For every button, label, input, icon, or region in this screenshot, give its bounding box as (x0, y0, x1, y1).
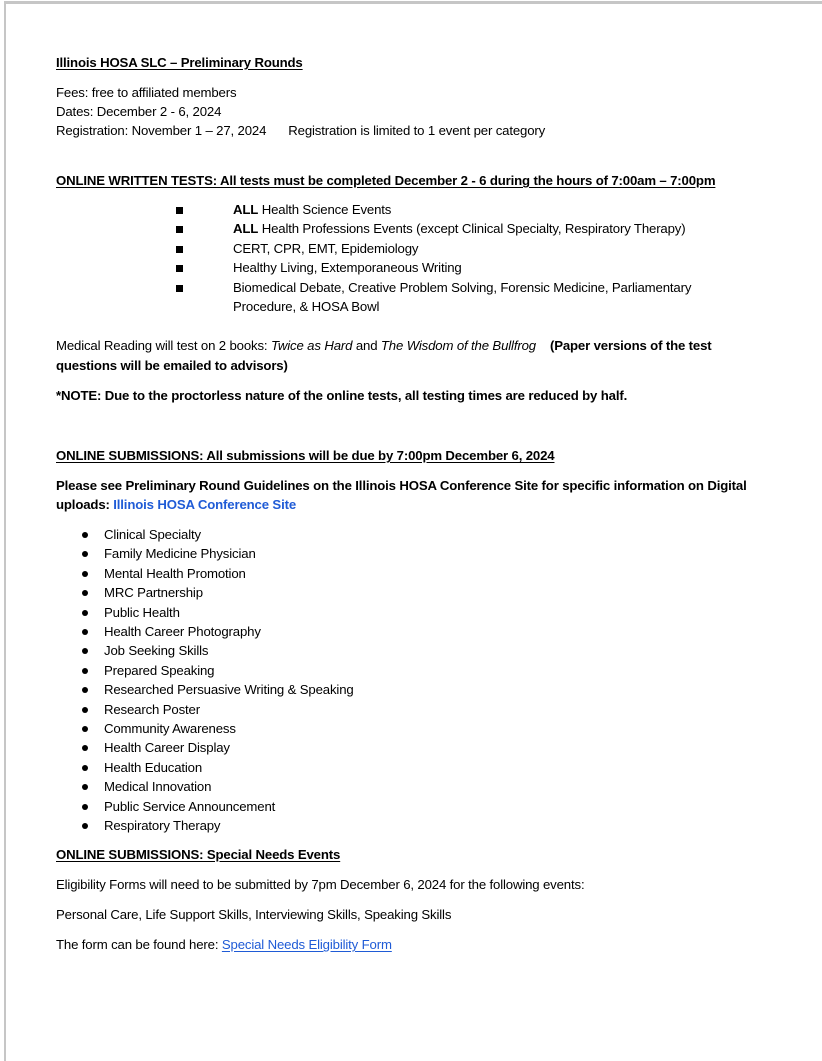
document-page (4, 1, 822, 1061)
round-bullet-icon (82, 707, 88, 713)
bold-prefix: ALL (233, 221, 259, 236)
submissions-heading: ONLINE SUBMISSIONS: All submissions will be due by 7:00pm December 6, 2024 (56, 448, 555, 463)
dates-line: Dates: December 2 - 6, 2024 (56, 104, 222, 119)
item-text: Mental Health Promotion (104, 565, 246, 581)
item-text: Healthy Living, Extemporaneous Writing (233, 260, 462, 275)
paper-note: (Paper versions of the test (549, 338, 712, 353)
form-line (56, 936, 392, 954)
square-bullet-icon (176, 207, 183, 214)
item-text: Family Medicine Physician (104, 546, 256, 562)
item-text: Medical Innovation (104, 779, 212, 795)
item-text: Research Poster (104, 701, 200, 717)
medical-reading-text: Medical Reading will test on 2 books: (56, 338, 271, 353)
special-needs-heading: ONLINE SUBMISSIONS: Special Needs Events (56, 847, 341, 862)
item-text: Health Career Photography (104, 624, 261, 639)
form-label: The form can be found here: (56, 937, 222, 952)
paper-note-continuation: questions will be emailed to advisors) (56, 358, 288, 373)
item-text: Respiratory Therapy (104, 818, 221, 833)
item-text: Prepared Speaking (104, 662, 215, 678)
item-text: Health Science Events (258, 202, 392, 217)
guidelines-line: Please see Preliminary Round Guidelines on the Illinois HOSA Conference Site for specific information on Digital (56, 478, 747, 493)
eligibility-line: Eligibility Forms will need to be submitted by 7pm December 6, 2024 for the following events: (56, 877, 585, 892)
round-bullet-icon (82, 823, 88, 829)
item-text: Public Service Announcement (104, 798, 276, 814)
item-text: CERT, CPR, EMT, Epidemiology (233, 241, 419, 256)
round-bullet-icon (82, 551, 88, 557)
item-text: Health Professions Events (except Clinical Specialty, Respiratory Therapy) (258, 221, 686, 236)
square-bullet-icon (176, 265, 183, 272)
round-bullet-icon (82, 745, 88, 751)
conjunction-text: and (352, 338, 381, 353)
eligibility-form-link[interactable]: Special Needs Eligibility Form (221, 937, 392, 952)
fees-line: Fees: free to affiliated members (56, 85, 237, 100)
book-title-1: Twice as Hard (270, 338, 353, 353)
bold-prefix: ALL (233, 202, 259, 217)
written-tests-heading: ONLINE WRITTEN TESTS: All tests must be completed December 2 - 6 during the hours of 7:00am – 7:00pm (56, 173, 716, 188)
item-text: Biomedical Debate, Creative Problem Solving, Forensic Medicine, Parliamentary (233, 280, 692, 295)
registration-line (56, 122, 545, 140)
item-text-continuation: Procedure, & HOSA Bowl (233, 299, 380, 314)
round-bullet-icon (82, 532, 88, 538)
guidelines-line-2 (56, 496, 296, 514)
item-text: Community Awareness (104, 721, 236, 736)
round-bullet-icon (82, 726, 88, 732)
item-text: Job Seeking Skills (104, 643, 209, 659)
proctorless-note: *NOTE: Due to the proctorless nature of the online tests, all testing times are reduced by half. (56, 388, 628, 403)
round-bullet-icon (82, 804, 88, 810)
round-bullet-icon (82, 590, 88, 596)
book-title-2: The Wisdom of the Bullfrog (380, 338, 536, 353)
square-bullet-icon (176, 246, 183, 253)
square-bullet-icon (176, 226, 183, 233)
uploads-label: uploads: (56, 497, 114, 512)
item-text: Clinical Specialty (104, 527, 201, 542)
item-text: Public Health (104, 604, 180, 620)
item-text: Health Career Display (104, 740, 230, 756)
round-bullet-icon (82, 765, 88, 771)
round-bullet-icon (82, 668, 88, 674)
round-bullet-icon (82, 610, 88, 616)
round-bullet-icon (82, 629, 88, 635)
medical-reading-line (56, 337, 712, 355)
conference-site-link[interactable]: Illinois HOSA Conference Site (113, 497, 297, 512)
special-events-line: Personal Care, Life Support Skills, Interviewing Skills, Speaking Skills (56, 907, 452, 922)
round-bullet-icon (82, 648, 88, 654)
square-bullet-icon (176, 285, 183, 292)
document-title: Illinois HOSA SLC – Preliminary Rounds (56, 55, 303, 70)
registration-dates: Registration: November 1 – 27, 2024 (56, 123, 267, 138)
round-bullet-icon (82, 687, 88, 693)
round-bullet-icon (82, 571, 88, 577)
round-bullet-icon (82, 784, 88, 790)
registration-note: Registration is limited to 1 event per category (288, 123, 546, 138)
item-text: MRC Partnership (104, 585, 203, 601)
item-text: Researched Persuasive Writing & Speaking (104, 682, 354, 698)
item-text: Health Education (104, 759, 203, 775)
